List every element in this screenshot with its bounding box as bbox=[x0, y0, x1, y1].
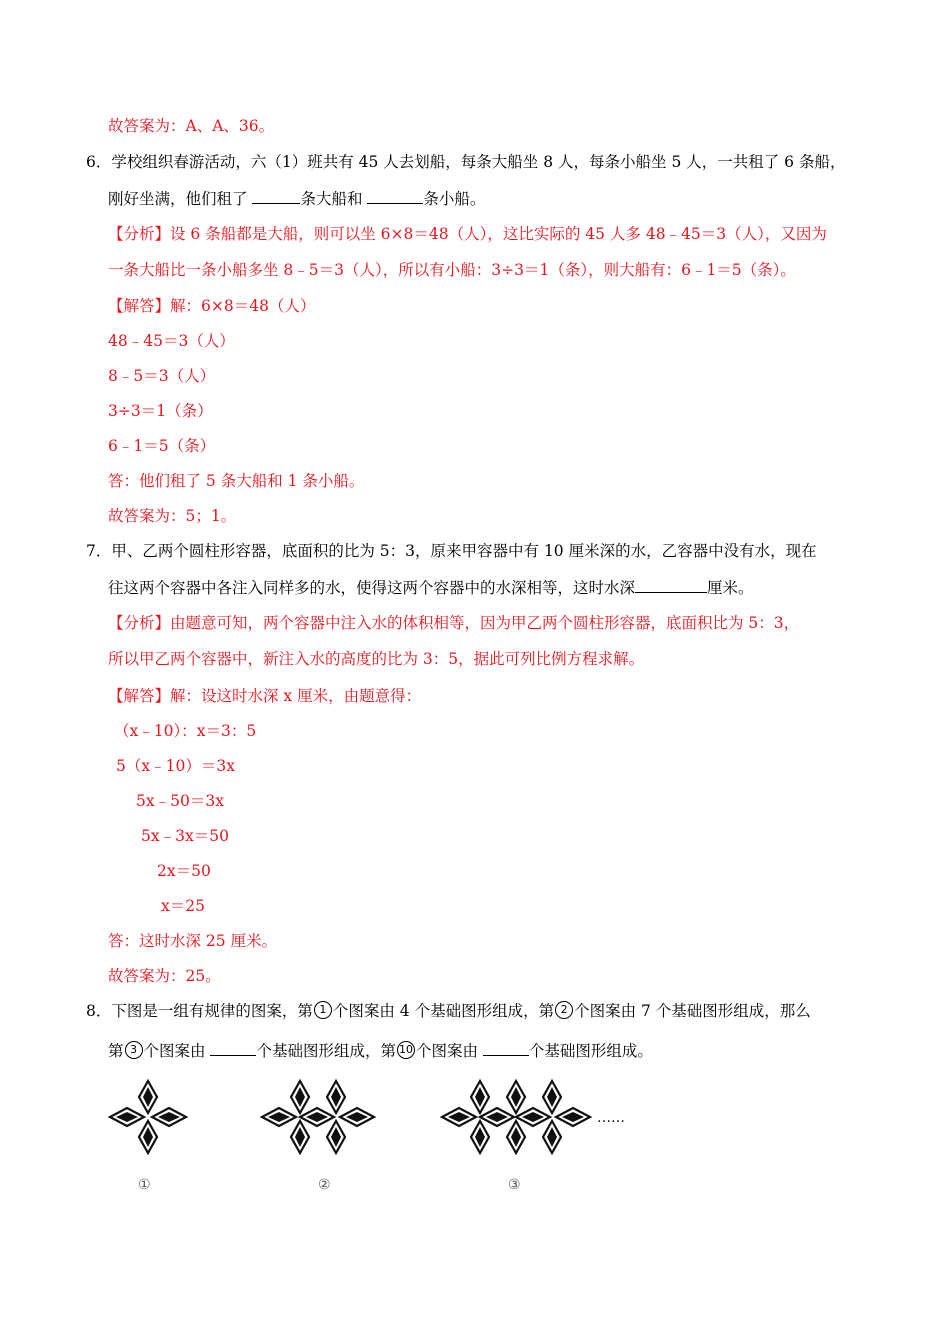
q7-step: 5x﹣3x＝50 bbox=[141, 827, 229, 845]
circled-number-1: 1 bbox=[314, 1001, 332, 1019]
q6-blank-small-boats[interactable] bbox=[367, 188, 423, 204]
q8-text-d: 第 bbox=[108, 1042, 124, 1060]
q8-text-c: 个图案由 7 个基础图形组成，那么 bbox=[574, 1002, 811, 1020]
q7-step: （x﹣10）：x＝3：5 bbox=[114, 722, 257, 740]
q8-stem-line1 bbox=[86, 1001, 811, 1021]
q8-text-g: 个图案由 bbox=[415, 1042, 483, 1060]
q7-step: 2x＝50 bbox=[157, 862, 211, 880]
q6-step: 3÷3＝1（条） bbox=[108, 402, 213, 420]
q8-text-f: 个基础图形组成，第 bbox=[256, 1042, 396, 1060]
q8-text-h: 个基础图形组成。 bbox=[528, 1042, 653, 1060]
q6-stem-text-a: 刚好坐满，他们租了 bbox=[108, 190, 253, 208]
q7-step: 5（x﹣10）＝3x bbox=[116, 757, 235, 775]
q7-analysis-line2: 所以甲乙两个容器中，新注入水的高度的比为 3：5，据此可列比例方程求解。 bbox=[108, 650, 645, 668]
q6-stem-line2 bbox=[108, 188, 485, 209]
pattern-figure-2 bbox=[262, 1081, 374, 1153]
q6-step: 6﹣1＝5（条） bbox=[108, 437, 216, 455]
q8-text-b: 个图案由 4 个基础图形组成，第 bbox=[332, 1002, 555, 1020]
q6-solution: 【解答】解：6×8＝48（人） bbox=[108, 297, 316, 315]
q6-step: 48﹣45＝3（人） bbox=[108, 332, 235, 350]
q7-stem-line1: 7．甲、乙两个圆柱形容器，底面积的比为 5：3，原来甲容器中有 10 厘米深的水，乙容器中没有水，现在 bbox=[86, 542, 817, 560]
q6-answer: 故答案为：5；1。 bbox=[108, 507, 237, 525]
ellipsis: …… bbox=[597, 1110, 625, 1126]
prev-answer: 故答案为：A、A、36。 bbox=[108, 117, 275, 135]
q7-stem-text-a: 往这两个容器中各注入同样多的水，使得这两个容器中的水深相等，这时水深 bbox=[108, 579, 636, 597]
q7-answer: 故答案为：25。 bbox=[108, 967, 221, 985]
q7-solution: 【解答】解：设这时水深 x 厘米，由题意得： bbox=[108, 687, 422, 705]
q7-stem-line2 bbox=[108, 577, 754, 598]
q7-reply: 答：这时水深 25 厘米。 bbox=[108, 932, 278, 950]
q6-stem-text-b: 条大船和 bbox=[300, 190, 368, 208]
q6-stem-text-c: 条小船。 bbox=[423, 190, 486, 208]
q7-step: x＝25 bbox=[161, 897, 205, 915]
circled-number-10: 10 bbox=[397, 1041, 415, 1059]
q6-stem-line1: 6．学校组织春游活动，六（1）班共有 45 人去划船，每条大船坐 8 人，每条小船坐 5 人，一共租了 6 条船， bbox=[86, 153, 846, 171]
q6-analysis-line1: 【分析】设 6 条船都是大船，则可以坐 6×8＝48（人），这比实际的 45 人多 48﹣45＝3（人），又因为 bbox=[108, 225, 827, 243]
q6-blank-big-boats[interactable] bbox=[252, 188, 300, 204]
q8-stem-line2 bbox=[108, 1040, 653, 1061]
q7-stem-text-b: 厘米。 bbox=[707, 579, 754, 597]
q7-step: 5x﹣50＝3x bbox=[136, 792, 224, 810]
q8-text-a: 8．下图是一组有规律的图案，第 bbox=[86, 1002, 313, 1020]
circled-number-3: 3 bbox=[125, 1041, 143, 1059]
figure-label-2: ② bbox=[318, 1177, 331, 1193]
q8-blank-pattern-3[interactable] bbox=[210, 1040, 256, 1056]
q7-blank-depth[interactable] bbox=[635, 577, 707, 593]
q6-reply: 答：他们租了 5 条大船和 1 条小船。 bbox=[108, 472, 365, 490]
figure-label-3: ③ bbox=[508, 1177, 521, 1193]
q7-analysis-line1: 【分析】由题意可知，两个容器中注入水的体积相等，因为甲乙两个圆柱形容器，底面积比为 5：3， bbox=[108, 614, 800, 632]
pattern-figure-1 bbox=[110, 1081, 186, 1153]
q6-step: 8﹣5＝3（人） bbox=[108, 367, 216, 385]
pattern-figures bbox=[100, 1075, 640, 1175]
circled-number-2: 2 bbox=[555, 1001, 573, 1019]
q6-analysis-line2: 一条大船比一条小船多坐 8﹣5＝3（人），所以有小船：3÷3＝1（条），则大船有：6﹣1＝5（条）。 bbox=[108, 261, 796, 279]
q8-text-e: 个图案由 bbox=[143, 1042, 211, 1060]
q8-blank-pattern-10[interactable] bbox=[483, 1040, 529, 1056]
pattern-figure-3 bbox=[442, 1081, 590, 1153]
figure-label-1: ① bbox=[138, 1177, 151, 1193]
